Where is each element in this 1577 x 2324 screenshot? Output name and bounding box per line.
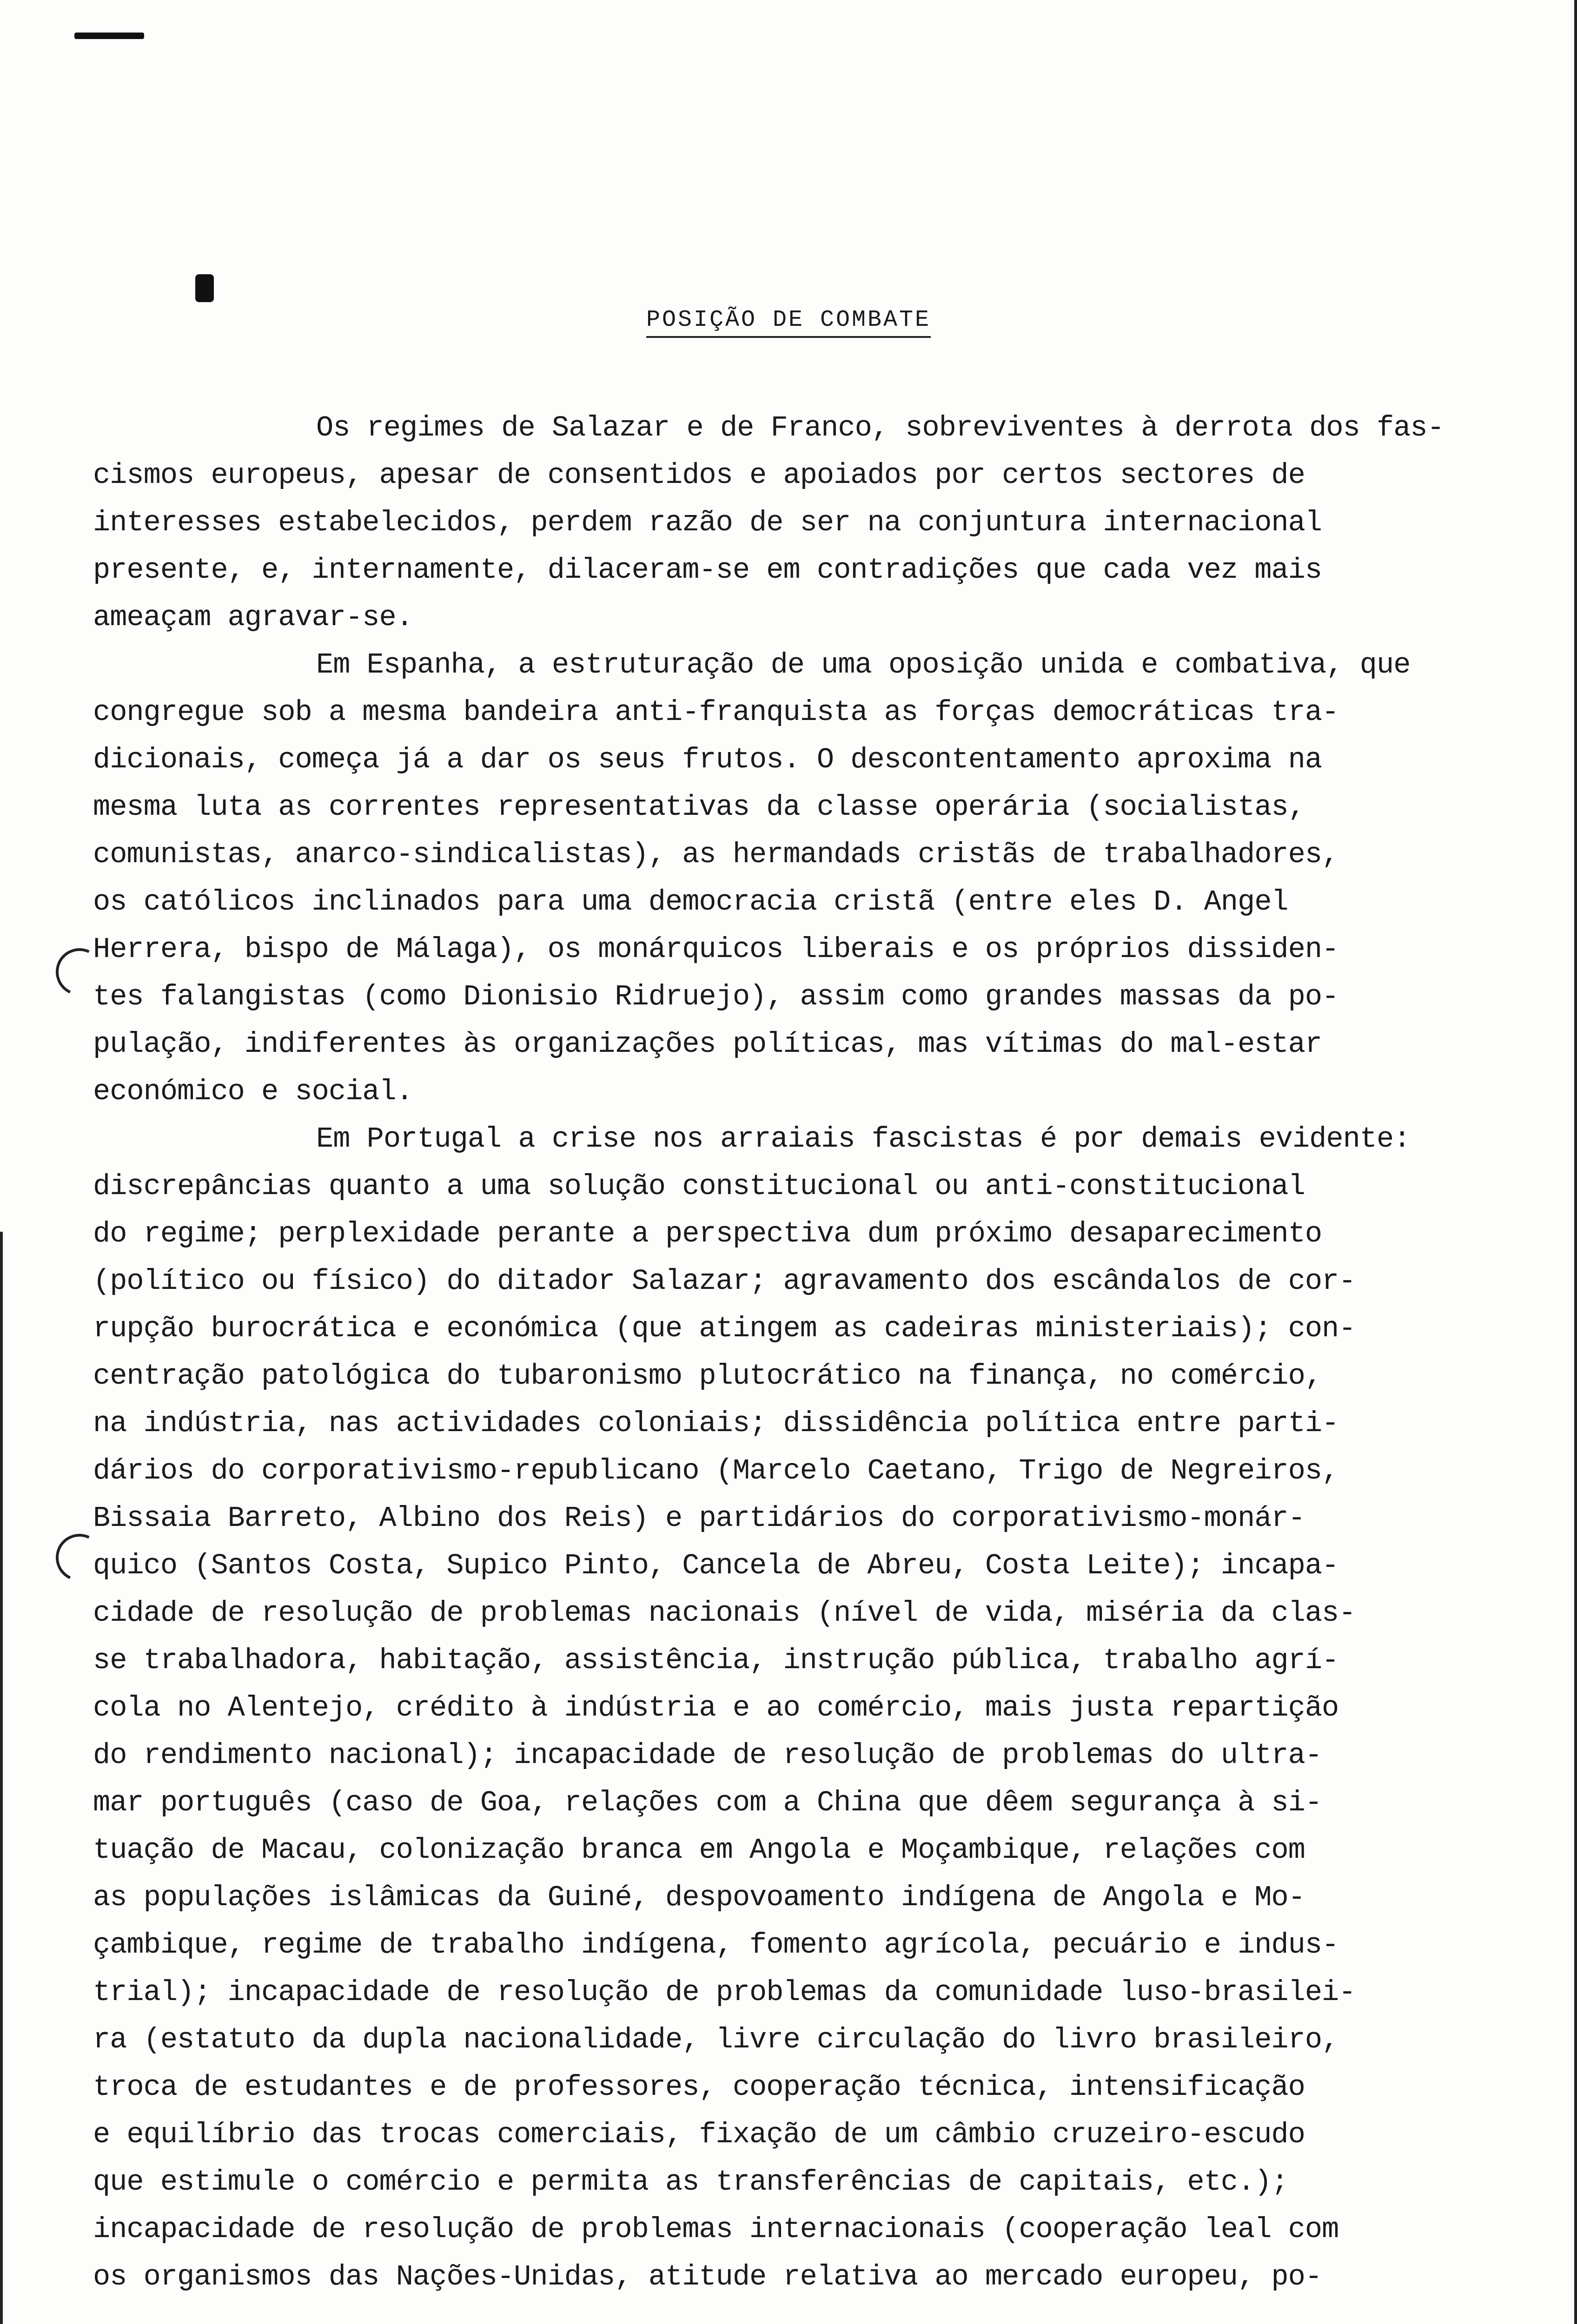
text-line: e equilíbrio das trocas comerciais, fixação de um câmbio cruzeiro-escudo [93, 2118, 1305, 2151]
text-line: tes falangistas (como Dionisio Ridruejo), assim como grandes massas da po- [93, 980, 1339, 1013]
scan-mark [195, 274, 214, 302]
text-line: mar português (caso de Goa, relações com a China que dêem segurança à si- [93, 1786, 1322, 1819]
text-line: centração patológica do tubaronismo plutocrático na finança, no comércio, [93, 1360, 1322, 1393]
text-line: económico e social. [93, 1075, 413, 1108]
text-line: rupção burocrática e económica (que atingem as cadeiras ministeriais); con- [93, 1312, 1356, 1345]
scan-edge [0, 1232, 3, 2324]
text-line: Em Portugal a crise nos arraiais fascistas é por demais evidente: [316, 1122, 1411, 1155]
text-line: quico (Santos Costa, Supico Pinto, Cancela de Abreu, Costa Leite); incapa- [93, 1549, 1339, 1582]
text-line: Em Espanha, a estruturação de uma oposição unida e combativa, que [316, 648, 1411, 681]
document-title-text: POSIÇÃO DE COMBATE [646, 307, 931, 338]
text-line: discrepâncias quanto a uma solução constitucional ou anti-constitucional [93, 1170, 1305, 1203]
paragraph-1 [93, 404, 1571, 641]
text-line: do regime; perplexidade perante a perspectiva dum próximo desaparecimento [93, 1217, 1322, 1250]
paragraph-3 [93, 1116, 1571, 2301]
text-line: cismos europeus, apesar de consentidos e apoiados por certos sectores de [93, 459, 1305, 492]
text-line: congregue sob a mesma bandeira anti-franquista as forças democráticas tra- [93, 696, 1339, 729]
text-line: se trabalhadora, habitação, assistência, instrução pública, trabalho agrí- [93, 1644, 1339, 1677]
text-line: troca de estudantes e de professores, cooperação técnica, intensificação [93, 2071, 1305, 2104]
text-line: trial); incapacidade de resolução de problemas da comunidade luso-brasilei- [93, 1976, 1356, 2009]
text-line: incapacidade de resolução de problemas internacionais (cooperação leal com [93, 2213, 1339, 2246]
text-line: mesma luta as correntes representativas da classe operária (socialistas, [93, 791, 1305, 824]
text-line: Os regimes de Salazar e de Franco, sobreviventes à derrota dos fas- [316, 411, 1444, 444]
text-line: pulação, indiferentes às organizações políticas, mas vítimas do mal-estar [93, 1028, 1322, 1061]
text-line: cidade de resolução de problemas nacionais (nível de vida, miséria da clas- [93, 1597, 1356, 1630]
text-line: comunistas, anarco-sindicalistas), as hermandads cristãs de trabalhadores, [93, 838, 1339, 871]
text-line: çambique, regime de trabalho indígena, fomento agrícola, pecuário e indus- [93, 1928, 1339, 1961]
text-line: os organismos das Nações-Unidas, atitude relativa ao mercado europeu, po- [93, 2260, 1322, 2293]
paragraph-2 [93, 641, 1571, 1116]
text-line: ameaçam agravar-se. [93, 601, 413, 634]
text-line: os católicos inclinados para uma democracia cristã (entre eles D. Angel [93, 885, 1288, 918]
text-line: dicionais, começa já a dar os seus frutos. O descontentamento aproxima na [93, 743, 1322, 776]
text-line: Bissaia Barreto, Albino dos Reis) e partidários do corporativismo-monár- [93, 1502, 1305, 1535]
text-line: ra (estatuto da dupla nacionalidade, livre circulação do livro brasileiro, [93, 2023, 1339, 2056]
text-line: interesses estabelecidos, perdem razão de ser na conjuntura internacional [93, 506, 1322, 539]
text-line: do rendimento nacional); incapacidade de resolução de problemas do ultra- [93, 1739, 1322, 1772]
text-line: que estimule o comércio e permita as transferências de capitais, etc.); [93, 2166, 1288, 2199]
text-line: Herrera, bispo de Málaga), os monárquicos liberais e os próprios dissiden- [93, 933, 1339, 966]
text-line: na indústria, nas actividades coloniais; dissidência política entre parti- [93, 1407, 1339, 1440]
text-line: as populações islâmicas da Guiné, despovoamento indígena de Angola e Mo- [93, 1881, 1305, 1914]
text-line: tuação de Macau, colonização branca em Angola e Moçambique, relações com [93, 1834, 1305, 1867]
scan-mark [74, 33, 144, 39]
text-line: presente, e, internamente, dilaceram-se em contradições que cada vez mais [93, 554, 1322, 587]
text-line: dários do corporativismo-republicano (Marcelo Caetano, Trigo de Negreiros, [93, 1454, 1339, 1487]
text-line: cola no Alentejo, crédito à indústria e ao comércio, mais justa repartição [93, 1691, 1339, 1724]
document-title [0, 307, 1577, 333]
document-body [93, 404, 1571, 2301]
text-line: (político ou físico) do ditador Salazar; agravamento dos escândalos de cor- [93, 1265, 1356, 1298]
